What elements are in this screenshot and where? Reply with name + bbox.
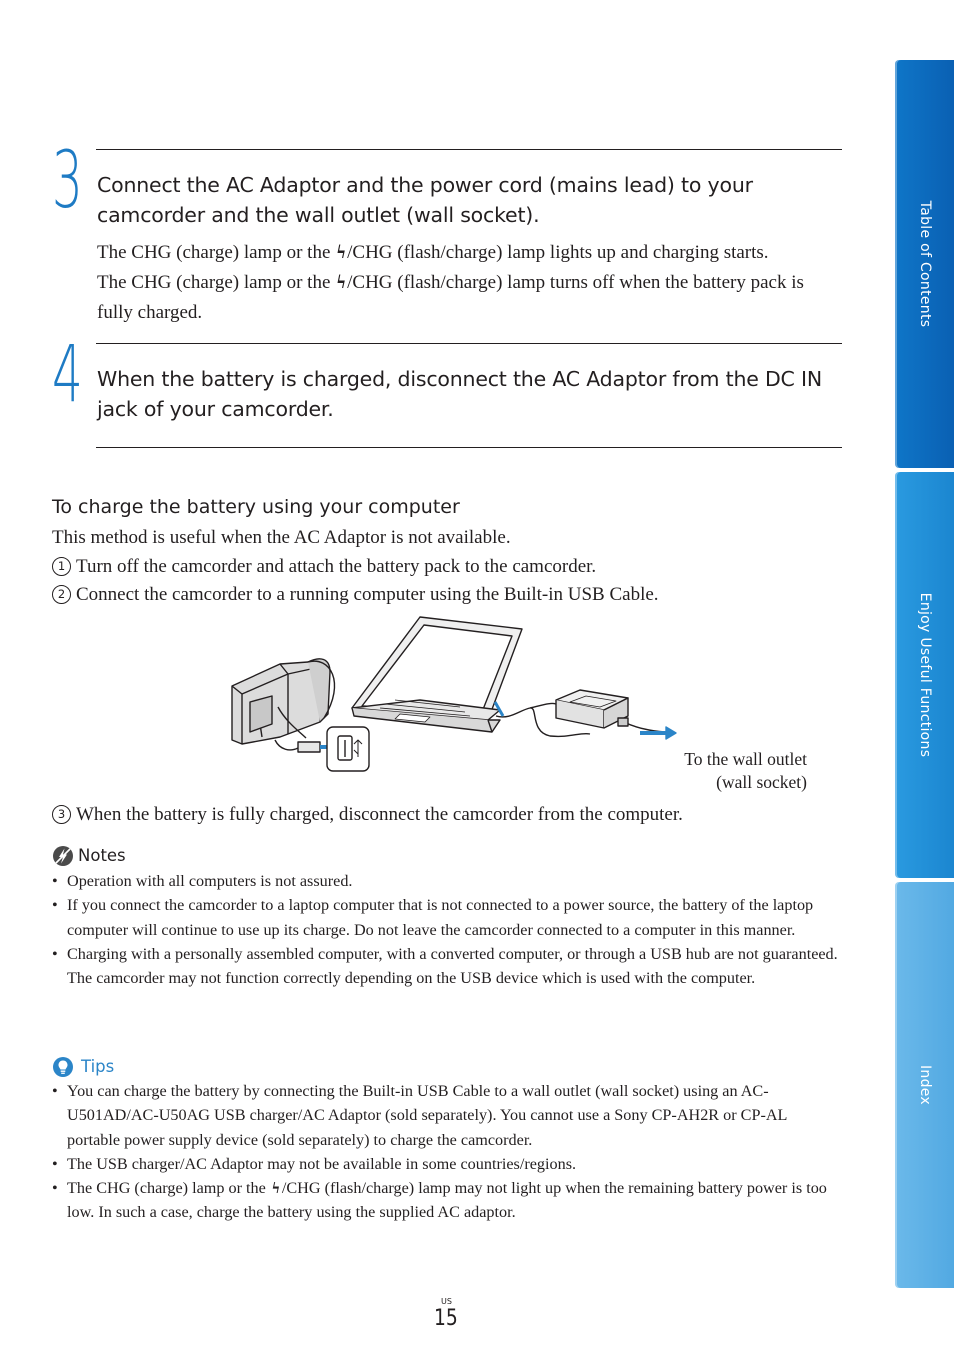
list-item: • Charging with a personally assembled computer, with a converted computer, or through a USB hub are not guaranteed. The camcorder may not function correctly depending on the USB device which is used with the computer. <box>52 942 842 991</box>
list-item: • You can charge the battery by connecting the Built-in USB Cable to a wall outlet (wall socket) using an AC-U501AD/AC-U50AG USB charger/AC Adaptor (sold separately). You cannot use a Sony CP-AH2R or CP-AL portable power supply device (sold separately) to charge the camcorder. <box>52 1079 842 1152</box>
notes-icon <box>52 845 74 867</box>
flash-icon: ϟ <box>336 272 346 293</box>
step-title: When the battery is charged, disconnect the AC Adaptor from the DC IN jack of your camcorder. <box>97 367 822 421</box>
page-number: 15 <box>434 1306 458 1331</box>
divider <box>96 447 842 448</box>
step-title: Connect the AC Adaptor and the power cord (mains lead) to your camcorder and the wall outlet (wall socket). <box>97 173 753 227</box>
page-region: US <box>441 1297 452 1306</box>
tab-index-label: Index <box>916 1064 933 1106</box>
flash-icon: ϟ <box>272 1179 280 1198</box>
list-item: • The USB charger/AC Adaptor may not be available in some countries/regions. <box>52 1152 842 1176</box>
section-intro: This method is useful when the AC Adaptor is not available. <box>52 527 511 548</box>
list-item: • The CHG (charge) lamp or the ϟ /CHG (flash/charge) lamp may not light up when the remaining battery power is too low. In such a case, charge the battery using the supplied AC adaptor. <box>52 1176 842 1225</box>
tips-list <box>52 1079 842 1225</box>
circled-number: 3 <box>52 805 71 824</box>
divider <box>96 149 842 150</box>
circled-number: 2 <box>52 585 71 604</box>
tab-table-of-contents-label: Table of Contents <box>916 200 933 328</box>
list-item: 1 Turn off the camcorder and attach the battery pack to the camcorder. <box>52 552 596 581</box>
tab-index[interactable] <box>895 882 954 1288</box>
list-item: • Operation with all computers is not assured. <box>52 869 842 893</box>
lightbulb-icon <box>52 1056 74 1078</box>
tab-table-of-contents[interactable] <box>895 60 954 468</box>
list-item: 3 When the battery is fully charged, disconnect the camcorder from the computer. <box>52 800 683 829</box>
step-number: 4 <box>52 330 83 420</box>
step-number: 3 <box>52 136 83 226</box>
notes-list <box>52 869 842 990</box>
list-item: • If you connect the camcorder to a laptop computer that is not connected to a power source, the battery of the laptop computer will continue to use up its charge. Do not leave the camcorder connected to a computer in this manner. <box>52 893 842 942</box>
step-body: The CHG (charge) lamp or the ϟ/CHG (flash/charge) lamp lights up and charging starts. The CHG (charge) lamp or the ϟ/CHG (flash/charge) lamp turns off when the battery pack is fully charged. <box>97 238 842 328</box>
circled-number: 1 <box>52 557 71 576</box>
tab-enjoy-useful-functions[interactable] <box>895 472 954 878</box>
tab-enjoy-useful-functions-label: Enjoy Useful Functions <box>916 592 933 758</box>
list-item: 2 Connect the camcorder to a running computer using the Built-in USB Cable. <box>52 580 659 609</box>
usb-charging-illustration <box>220 612 680 777</box>
illustration-caption: To the wall outlet (wall socket) <box>684 749 807 792</box>
divider <box>96 343 842 344</box>
section-heading: To charge the battery using your computer <box>52 496 460 518</box>
flash-icon: ϟ <box>336 242 346 263</box>
